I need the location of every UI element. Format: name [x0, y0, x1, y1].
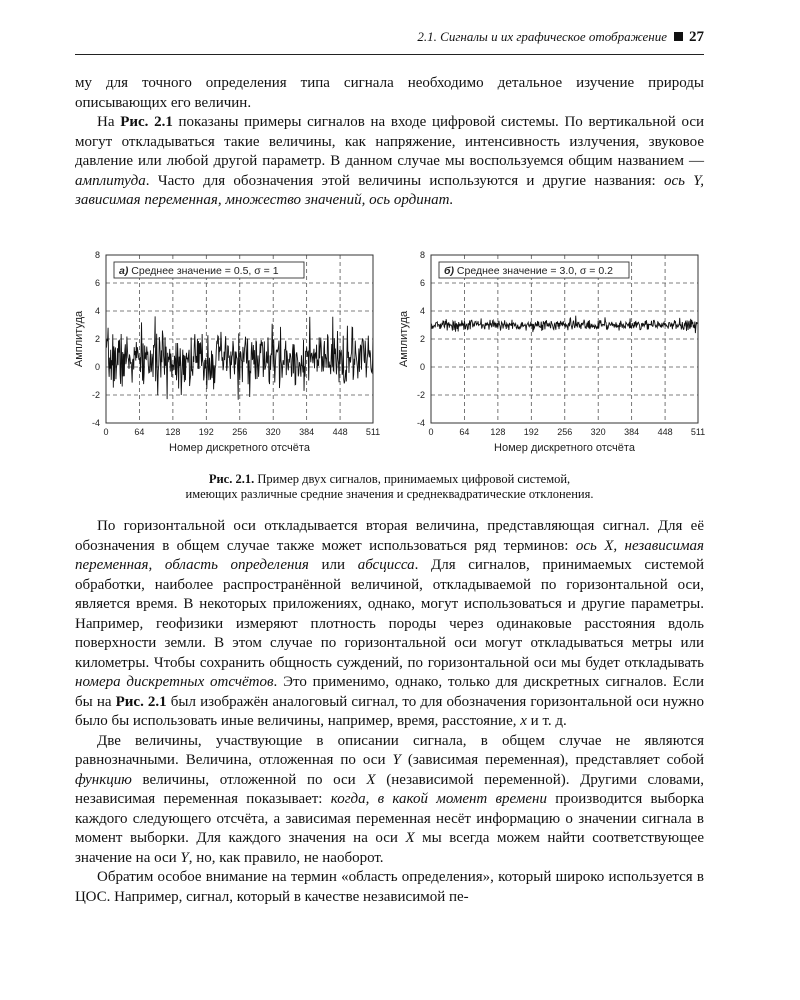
text-run: и т. д. — [526, 713, 567, 729]
italic-term: функцию — [75, 771, 132, 788]
bold-reference: Рис. 2.1 — [120, 114, 173, 130]
y-tick-label: 2 — [94, 334, 100, 344]
chart-a — [70, 243, 385, 458]
top-text-block — [75, 74, 704, 211]
y-tick-label: -4 — [91, 418, 100, 428]
x-tick-label: 256 — [232, 427, 248, 437]
y-tick-label: 8 — [94, 250, 100, 260]
paragraph — [75, 868, 704, 907]
italic-term: абсцисса — [357, 557, 415, 573]
y-tick-label: -2 — [416, 390, 425, 400]
page-number: 27 — [689, 29, 704, 45]
x-tick-label: 192 — [198, 427, 214, 437]
text-run: мы всегда можем найти соответствующее значение на оси — [75, 830, 704, 866]
paragraph — [75, 517, 704, 732]
y-tick-label: 6 — [419, 278, 425, 288]
text-run: производится выборка каждого следующего отсчёта, а зависимая переменная несёт информацию о значении сигнала в момент выборки. Для каждого значения на оси — [75, 791, 704, 846]
legend-text — [444, 265, 613, 277]
x-tick-label: 511 — [365, 427, 381, 437]
y-tick-label: 2 — [419, 334, 425, 344]
y-tick-label: -2 — [91, 390, 100, 400]
bottom-text-block — [75, 517, 704, 907]
running-head — [75, 28, 704, 55]
text-run: показаны примеры сигналов на входе цифровой системы. По вертикальной оси могут откладываться такие величины, как напряжение, интенсивность излучения, звуковое давление или любой другой параметр. В данном случае мы воспользуемся общим названием — — [75, 114, 705, 169]
italic-term: x — [520, 713, 527, 729]
x-tick-label: 64 — [134, 427, 145, 437]
y-tick-label: 8 — [419, 250, 425, 260]
paragraph — [75, 732, 704, 869]
section-title: 2.1. Сигналы и их графическое отображение — [417, 29, 667, 44]
text-run: (зависимая переменная), представляет собой — [400, 752, 704, 768]
x-tick-label: 64 — [459, 427, 470, 437]
x-tick-label: 511 — [690, 427, 706, 437]
paragraph — [75, 74, 704, 113]
y-tick-label: 4 — [94, 306, 100, 316]
text-run: , но, как правило, не наоборот. — [188, 849, 384, 866]
legend — [114, 262, 304, 278]
x-tick-label: 256 — [557, 427, 573, 437]
italic-term: X — [366, 771, 376, 788]
x-tick-label: 384 — [624, 427, 640, 437]
italic-term: номера дискретных отсчётов — [75, 674, 274, 690]
x-tick-label: 0 — [103, 427, 109, 437]
caption-line-1: Пример двух сигналов, принимаемых цифровой системой, — [254, 472, 571, 486]
y-tick-label: 0 — [419, 362, 425, 372]
y-tick-label: 0 — [94, 362, 100, 372]
text-run: му для точного определения типа сигнала необходимо детальное изучение природы описывающих его величин. — [75, 75, 704, 111]
italic-term: ось X, независимая переменная, область определения — [75, 537, 704, 573]
figure-caption — [75, 472, 704, 502]
italic-term: амплитуда — [75, 172, 146, 189]
text-run: . Это применимо, однако, только для дискретных сигналов. Если бы на — [75, 674, 704, 710]
text-run: (независимой переменной). Другими словами, независимая переменная показывает: — [75, 771, 704, 807]
legend-text — [119, 265, 279, 277]
text-run: . Для сигналов, принимаемых системой обработки, наиболее распространённой величиной, откладываемой по горизонтальной оси, является время. В некоторых приложениях, однако, могут использоваться и другие параметры. Например, геофизики измеряют плотность породы через одинаковые расстояния вдоль поверхности земли. В этом случае по горизонтальной оси могут откладываться метры или километры. Чтобы сохранить общность суждений, по горизонтальной оси мы будет откладывать — [75, 557, 704, 671]
panel-label: а) — [119, 265, 132, 277]
text-run: Обратим особое внимание на термин «область определения», который широко используется в ЦОС. Например, сигнал, который в качестве независимой пе- — [75, 869, 704, 905]
text-run: Две величины, участвующие в описании сигнала, в общем случае не являются равнозначными. Величина, отложенная по оси — [75, 732, 704, 768]
x-tick-label: 128 — [165, 427, 181, 437]
x-tick-label: 320 — [265, 427, 281, 437]
x-tick-label: 320 — [590, 427, 606, 437]
legend — [439, 262, 629, 278]
italic-term: когда, в какой момент времени — [330, 791, 547, 807]
panel-label: б) — [444, 265, 457, 277]
text-run: . Часто для обозначения этой величины используются и другие названия: — [145, 172, 664, 189]
italic-term: ось Y, зависимая переменная, множество значений, ось ординат. — [75, 172, 705, 208]
text-run: или — [308, 557, 358, 573]
legend-description: Среднее значение = 3.0, σ = 0.2 — [456, 265, 613, 277]
italic-term: Y — [180, 849, 189, 866]
x-axis-label: Номер дискретного отсчёта — [169, 442, 310, 454]
italic-term: X — [405, 830, 415, 846]
x-tick-label: 448 — [657, 427, 673, 437]
text-run: был изображён аналоговый сигнал, то для обозначения горизонтальной оси нужно было бы использовать иные величины, например, время, расстояние, — [75, 693, 704, 729]
square-bullet-icon — [674, 32, 683, 41]
y-tick-label: -4 — [416, 418, 425, 428]
caption-line-2: имеющих различные средние значения и среднеквадратические отклонения. — [185, 487, 594, 501]
italic-term: Y — [392, 752, 401, 768]
caption-label: Рис. 2.1. — [208, 472, 255, 486]
y-axis-label: Амплитуда — [398, 310, 410, 368]
x-axis-label: Номер дискретного отсчёта — [494, 442, 635, 454]
chart-b — [395, 243, 710, 458]
text-run: величины, отложенной по оси — [131, 771, 367, 788]
y-tick-label: 4 — [419, 306, 425, 316]
x-tick-label: 448 — [332, 427, 348, 437]
text-run: На — [97, 114, 121, 130]
text-run: По горизонтальной оси откладывается вторая величина, представляющая сигнал. Для её обозначения в общем случае также может использоваться ряд терминов: — [75, 518, 704, 554]
y-tick-label: 6 — [94, 278, 100, 288]
x-tick-label: 384 — [299, 427, 315, 437]
figure-2-1 — [70, 243, 710, 458]
x-tick-label: 128 — [490, 427, 506, 437]
x-tick-label: 0 — [428, 427, 434, 437]
paragraph — [75, 113, 704, 211]
legend-description: Среднее значение = 0.5, σ = 1 — [131, 265, 279, 277]
x-tick-label: 192 — [523, 427, 539, 437]
y-axis-label: Амплитуда — [73, 310, 85, 368]
bold-reference: Рис. 2.1 — [115, 693, 167, 710]
